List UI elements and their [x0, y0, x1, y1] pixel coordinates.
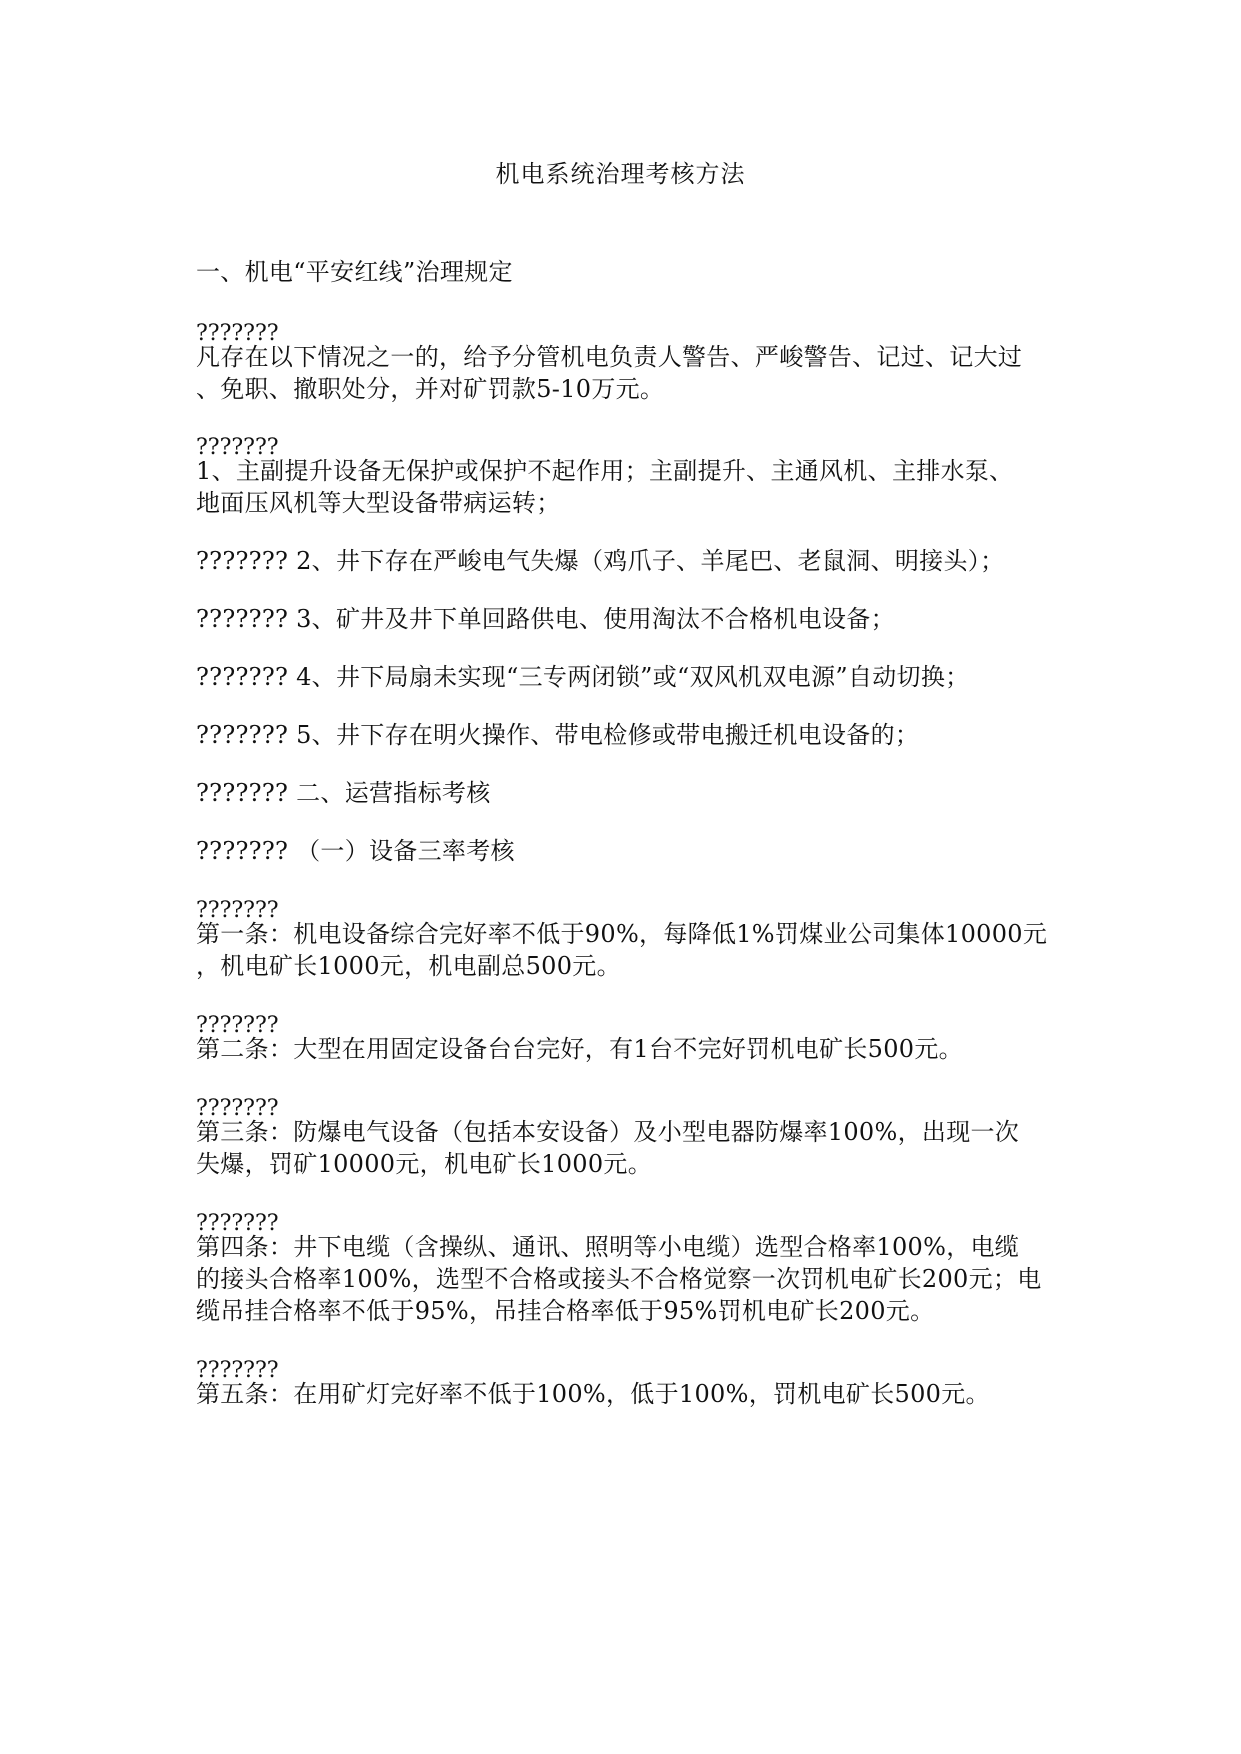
list-item: ??????? 5、井下存在明火操作、带电检修或带电搬迁机电设备的； — [196, 721, 920, 749]
article-line: 失爆，罚矿10000元，机电矿长1000元。 — [196, 1150, 653, 1178]
article-line: 第四条：井下电缆（含操纵、通讯、照明等小电缆）选型合格率100%，电缆 — [196, 1233, 1020, 1261]
section-heading-1: 一、机电“平安红线”治理规定 — [196, 258, 513, 286]
placeholder-marker: ??????? — [196, 1358, 279, 1383]
placeholder-marker: ??????? — [196, 1013, 279, 1038]
article-line: 第二条：大型在用固定设备台台完好，有1台不完好罚机电矿长500元。 — [196, 1035, 963, 1063]
subsection-heading: ??????? （一）设备三率考核 — [196, 837, 515, 865]
list-item-line: 地面压风机等大型设备带病运转； — [196, 489, 561, 517]
article-line: ，机电矿长1000元，机电副总500元。 — [196, 952, 621, 980]
document-title: 机电系统治理考核方法 — [495, 160, 746, 188]
article-line: 第三条：防爆电气设备（包括本安设备）及小型电器防爆率100%，出现一次 — [196, 1118, 1020, 1146]
placeholder-marker: ??????? — [196, 1096, 279, 1121]
list-item: ??????? 2、井下存在严峻电气失爆（鸡爪子、羊尾巴、老鼠洞、明接头）； — [196, 547, 1005, 575]
placeholder-marker: ??????? — [196, 435, 279, 460]
placeholder-marker: ??????? — [196, 321, 279, 346]
section-heading-2: ??????? 二、运营指标考核 — [196, 779, 491, 807]
article-line: 第一条：机电设备综合完好率不低于90%，每降低1%罚煤业公司集体10000元 — [196, 920, 1048, 948]
placeholder-marker: ??????? — [196, 898, 279, 923]
list-item: ??????? 4、井下局扇未实现“三专两闭锁”或“双风机双电源”自动切换； — [196, 663, 970, 691]
article-line: 第五条：在用矿灯完好率不低于100%，低于100%，罚机电矿长500元。 — [196, 1380, 990, 1408]
list-item: ??????? 3、矿井及井下单回路供电、使用淘汰不合格机电设备； — [196, 605, 895, 633]
article-line: 缆吊挂合格率不低于95%，吊挂合格率低于95%罚机电矿长200元。 — [196, 1297, 935, 1325]
placeholder-marker: ??????? — [196, 1211, 279, 1236]
paragraph-line: 凡存在以下情况之一的，给予分管机电负责人警告、严峻警告、记过、记大过 — [196, 343, 1023, 371]
list-item-line: 1、主副提升设备无保护或保护不起作用；主副提升、主通风机、主排水泵、 — [196, 457, 1014, 485]
paragraph-line: 、免职、撤职处分，并对矿罚款5-10万元。 — [196, 375, 665, 403]
article-line: 的接头合格率100%，选型不合格或接头不合格觉察一次罚机电矿长200元；电 — [196, 1265, 1042, 1293]
